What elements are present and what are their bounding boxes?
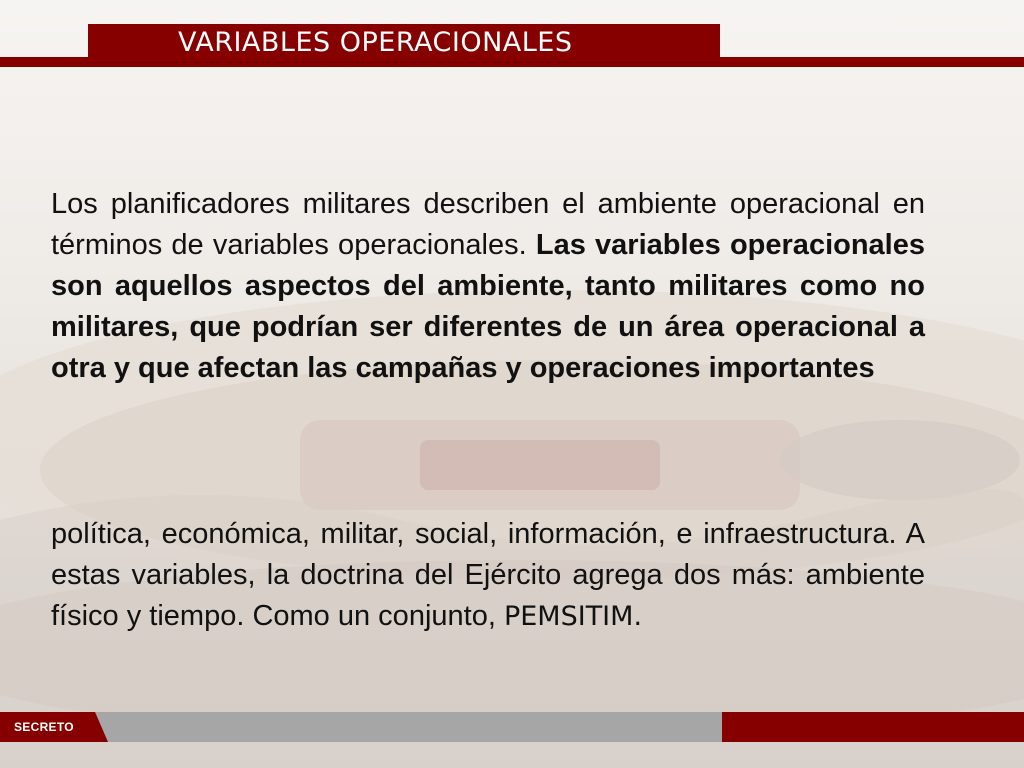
paragraph-definition bbox=[51, 184, 925, 389]
paragraph-variables-list bbox=[51, 514, 925, 637]
paragraph-definition-bold: Las variables operacionales son aquellos aspectos del ambiente, tanto militares como no militares, que podrían ser diferentes de un área operacional a otra y que afectan las campañas y operaciones importantes bbox=[51, 229, 925, 384]
footer-red-block-right bbox=[722, 712, 1024, 742]
page-title: VARIABLES OPERACIONALES bbox=[178, 27, 573, 58]
classification-label: SECRETO bbox=[14, 720, 74, 734]
acronym-pemsitim: PEMSITIM. bbox=[503, 601, 643, 632]
paragraph-definition-intro: Los planificadores militares describen el ambiente operacional en términos de variables operacionales. bbox=[51, 188, 925, 261]
paragraph-variables-text: política, económica, militar, social, información, e infraestructura. A estas variables, la doctrina del Ejército agrega dos más: ambiente físico y tiempo. Como un conjunto, bbox=[51, 518, 925, 632]
